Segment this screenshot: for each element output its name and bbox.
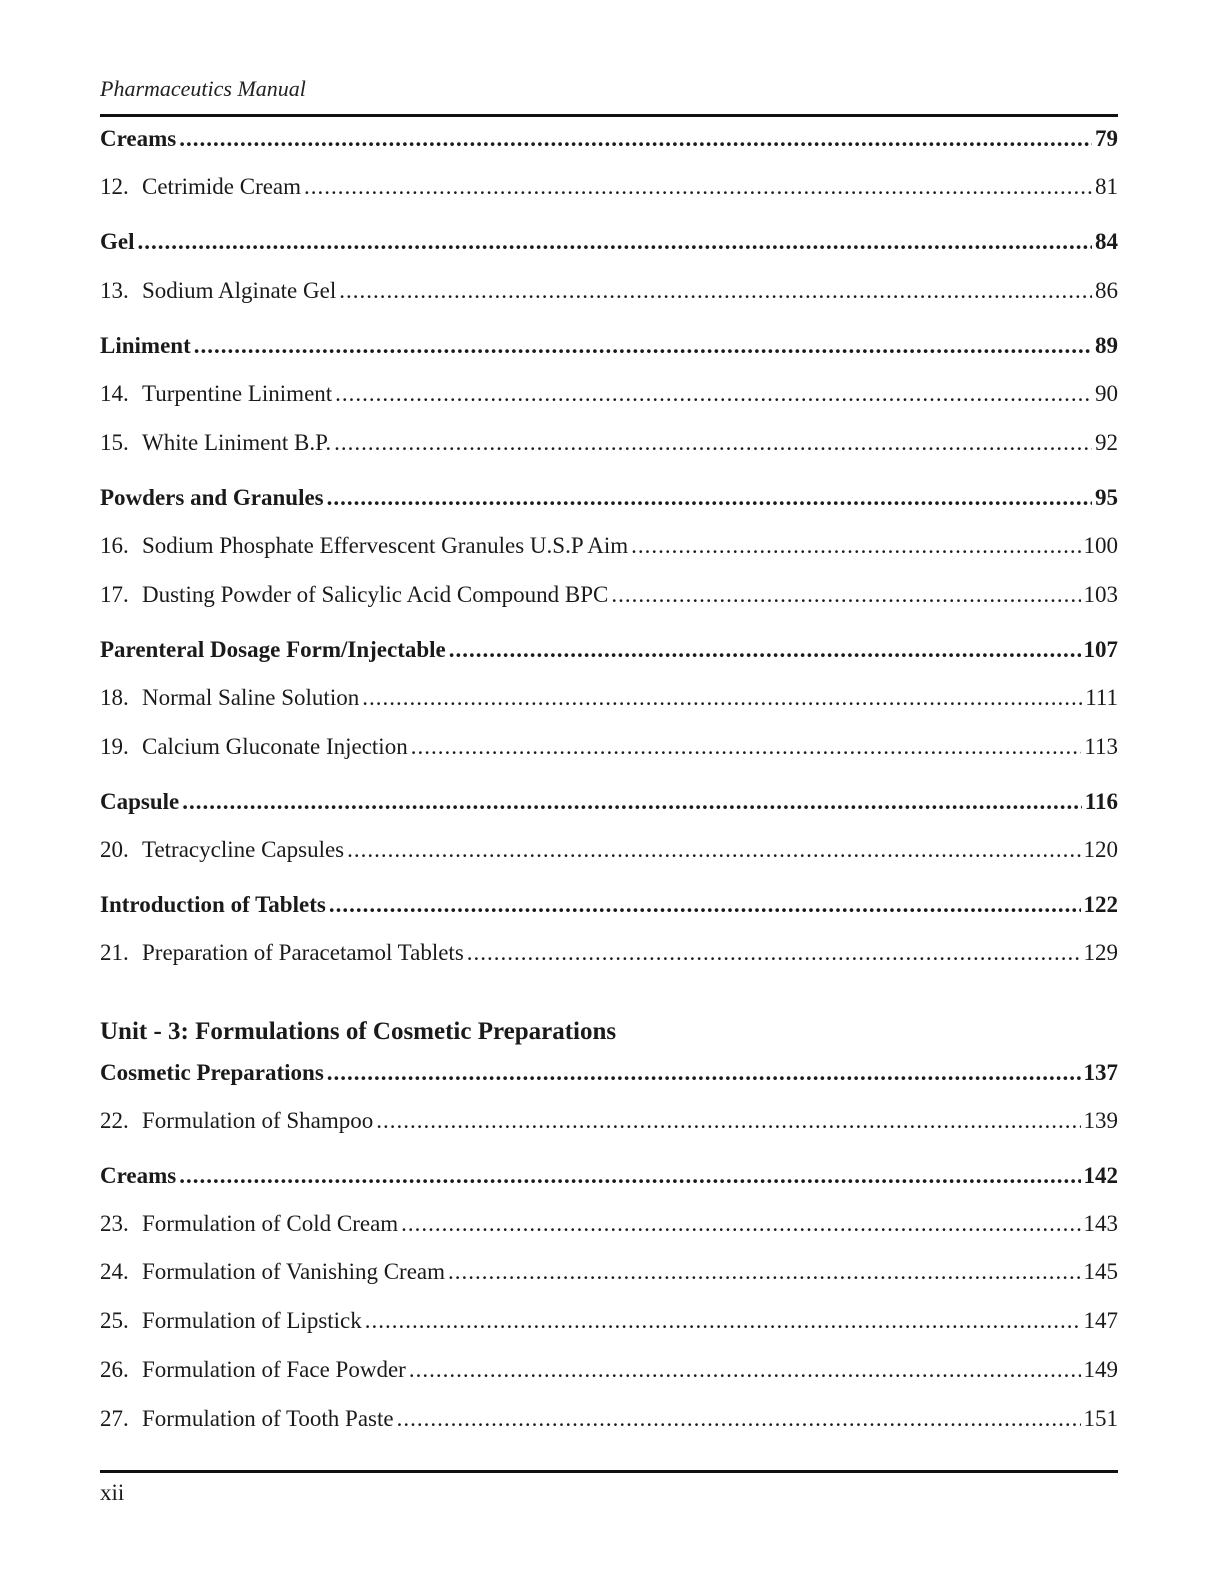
toc-title: Formulation of Tooth Paste: [142, 1406, 394, 1431]
toc-title: White Liniment B.P.: [142, 430, 332, 455]
dot-leader: [365, 1308, 1081, 1334]
toc-entry-number: 12.: [100, 174, 129, 199]
toc-section: [100, 126, 1118, 156]
dot-leader: [327, 485, 1092, 511]
toc-entry-number: 23.: [100, 1211, 129, 1236]
toc-entry-number: 19.: [100, 734, 129, 759]
toc-label: [100, 174, 301, 200]
toc-title: Calcium Gluconate Injection: [142, 734, 408, 759]
toc-page-number: 100: [1083, 533, 1118, 558]
toc-page-number: 103: [1083, 582, 1118, 607]
toc-label: [100, 685, 359, 711]
toc-page-number: 111: [1085, 685, 1118, 710]
dot-leader: [347, 837, 1080, 863]
toc-label: [100, 837, 344, 863]
toc-entry: [100, 1108, 1118, 1138]
toc-page-number: 139: [1083, 1108, 1118, 1133]
unit-heading: Unit - 3: Formulations of Cosmetic Preparations: [100, 1018, 617, 1045]
toc-title: Tetracycline Capsules: [142, 837, 345, 862]
toc-page-number: 81: [1095, 174, 1118, 199]
toc-entry: [100, 1259, 1118, 1289]
toc-label: [100, 1259, 445, 1285]
toc-entry-number: 17.: [100, 582, 129, 607]
toc-title: Liniment: [100, 333, 191, 358]
toc-label: [100, 485, 324, 511]
toc-page-number: 120: [1083, 837, 1118, 862]
toc-entry: [100, 1406, 1118, 1436]
toc-entry-number: 14.: [100, 381, 129, 406]
dot-leader: [611, 582, 1080, 608]
header-rule: [100, 114, 1118, 117]
toc-label: [100, 1163, 176, 1189]
dot-leader: [179, 1163, 1080, 1189]
toc-section: [100, 637, 1118, 667]
toc-label: [100, 381, 332, 407]
toc-entry: [100, 1211, 1118, 1241]
dot-leader: [329, 892, 1081, 918]
toc-page-number: 107: [1083, 637, 1118, 662]
toc-label: [100, 1357, 406, 1383]
dot-leader: [411, 734, 1082, 760]
toc-page-number: 86: [1095, 278, 1118, 303]
dot-leader: [449, 637, 1081, 663]
toc-label: [100, 333, 191, 359]
toc-page-number: 90: [1095, 381, 1118, 406]
toc-page-number: 145: [1083, 1259, 1118, 1284]
dot-leader: [339, 278, 1092, 304]
toc-page-number: 142: [1083, 1163, 1118, 1188]
toc-entry: [100, 1308, 1118, 1338]
dot-leader: [194, 333, 1092, 359]
toc-label: [100, 1108, 373, 1134]
toc-entry-number: 24.: [100, 1259, 129, 1284]
toc-label: [100, 637, 446, 663]
toc-label: [100, 940, 464, 966]
toc-page-number: 89: [1095, 333, 1118, 358]
page-number: xii: [100, 1480, 125, 1505]
toc-entry: [100, 381, 1118, 411]
dot-leader: [467, 940, 1081, 966]
toc-label: [100, 734, 408, 760]
toc-label: [100, 892, 326, 918]
dot-leader: [304, 174, 1092, 200]
toc-entry: [100, 685, 1118, 715]
toc-section: [100, 789, 1118, 819]
toc-title: Turpentine Liniment: [142, 381, 333, 406]
toc-page-number: 116: [1084, 789, 1118, 814]
toc-label: [100, 430, 331, 456]
toc-label: [100, 1308, 362, 1334]
toc-entry: [100, 533, 1118, 563]
toc-title: Formulation of Lipstick: [142, 1308, 362, 1333]
dot-leader: [376, 1108, 1080, 1134]
toc-page-number: 137: [1083, 1060, 1118, 1085]
running-header: Pharmaceutics Manual: [100, 76, 306, 101]
toc-page-number: 113: [1084, 734, 1118, 759]
toc-page-number: 149: [1083, 1357, 1118, 1382]
toc-entry: [100, 174, 1118, 204]
dot-leader: [334, 430, 1092, 456]
toc-page-number: 122: [1083, 892, 1118, 917]
toc-entry-number: 16.: [100, 533, 129, 558]
dot-leader: [401, 1211, 1080, 1237]
toc-label: [100, 533, 628, 559]
toc-label: [100, 1211, 398, 1237]
toc-label: [100, 1060, 324, 1086]
toc-section: [100, 1060, 1118, 1090]
toc-title: Formulation of Vanishing Cream: [142, 1259, 446, 1284]
toc-section: [100, 333, 1118, 363]
toc-page-number: 147: [1083, 1308, 1118, 1333]
toc-section: [100, 229, 1118, 259]
toc-page-number: 143: [1083, 1211, 1118, 1236]
toc-entry: [100, 837, 1118, 867]
toc-title: Sodium Alginate Gel: [142, 278, 337, 303]
toc-entry-number: 20.: [100, 837, 129, 862]
toc-title: Sodium Phosphate Effervescent Granules U.S.P Aim: [142, 533, 629, 558]
toc-page-number: 129: [1083, 940, 1118, 965]
toc-title: Formulation of Face Powder: [142, 1357, 406, 1382]
toc-entry-number: 15.: [100, 430, 129, 455]
dot-leader: [327, 1060, 1081, 1086]
toc-section: [100, 485, 1118, 515]
toc-title: Powders and Granules: [100, 485, 324, 510]
toc-page-number: 95: [1095, 485, 1118, 510]
toc-label: [100, 1406, 394, 1432]
footer-rule: [100, 1470, 1118, 1473]
dot-leader: [448, 1259, 1080, 1285]
toc-page-number: 84: [1095, 229, 1118, 254]
toc-entry: [100, 734, 1118, 764]
toc-page-number: 151: [1083, 1406, 1118, 1431]
toc-entry: [100, 278, 1118, 308]
toc-section: [100, 892, 1118, 922]
toc-label: [100, 229, 135, 255]
toc-title: Capsule: [100, 789, 180, 814]
dot-leader: [409, 1357, 1081, 1383]
toc-title: Parenteral Dosage Form/Injectable: [100, 637, 446, 662]
dot-leader: [138, 229, 1093, 255]
toc-title: Cosmetic Preparations: [100, 1060, 324, 1085]
toc-title: Dusting Powder of Salicylic Acid Compound BPC: [142, 582, 609, 607]
dot-leader: [335, 381, 1092, 407]
toc-title: Formulation of Cold Cream: [142, 1211, 399, 1236]
toc-entry: [100, 582, 1118, 612]
dot-leader: [397, 1406, 1081, 1432]
toc-title: Normal Saline Solution: [142, 685, 360, 710]
toc-title: Preparation of Paracetamol Tablets: [142, 940, 464, 965]
toc-label: [100, 582, 608, 608]
toc-title: Cetrimide Cream: [142, 174, 302, 199]
toc-label: [100, 278, 336, 304]
toc-label: [100, 789, 179, 815]
dot-leader: [631, 533, 1080, 559]
toc-entry: [100, 940, 1118, 970]
dot-leader: [179, 126, 1092, 152]
toc-entry-number: 18.: [100, 685, 129, 710]
toc-entry-number: 25.: [100, 1308, 129, 1333]
toc-page-number: 92: [1095, 430, 1118, 455]
toc-page-number: 79: [1095, 126, 1118, 151]
toc-title: Creams: [100, 1163, 177, 1188]
toc-section: [100, 1163, 1118, 1193]
toc-entry-number: 26.: [100, 1357, 129, 1382]
toc-title: Formulation of Shampoo: [142, 1108, 374, 1133]
toc-entry-number: 27.: [100, 1406, 129, 1431]
toc-entry-number: 13.: [100, 278, 129, 303]
toc-label: [100, 126, 176, 152]
dot-leader: [182, 789, 1082, 815]
toc-title: Creams: [100, 126, 177, 151]
toc-entry-number: 21.: [100, 940, 129, 965]
toc-entry-number: 22.: [100, 1108, 129, 1133]
toc-title: Gel: [100, 229, 135, 254]
toc-entry: [100, 430, 1118, 460]
dot-leader: [362, 685, 1082, 711]
toc-title: Introduction of Tablets: [100, 892, 326, 917]
toc-entry: [100, 1357, 1118, 1387]
